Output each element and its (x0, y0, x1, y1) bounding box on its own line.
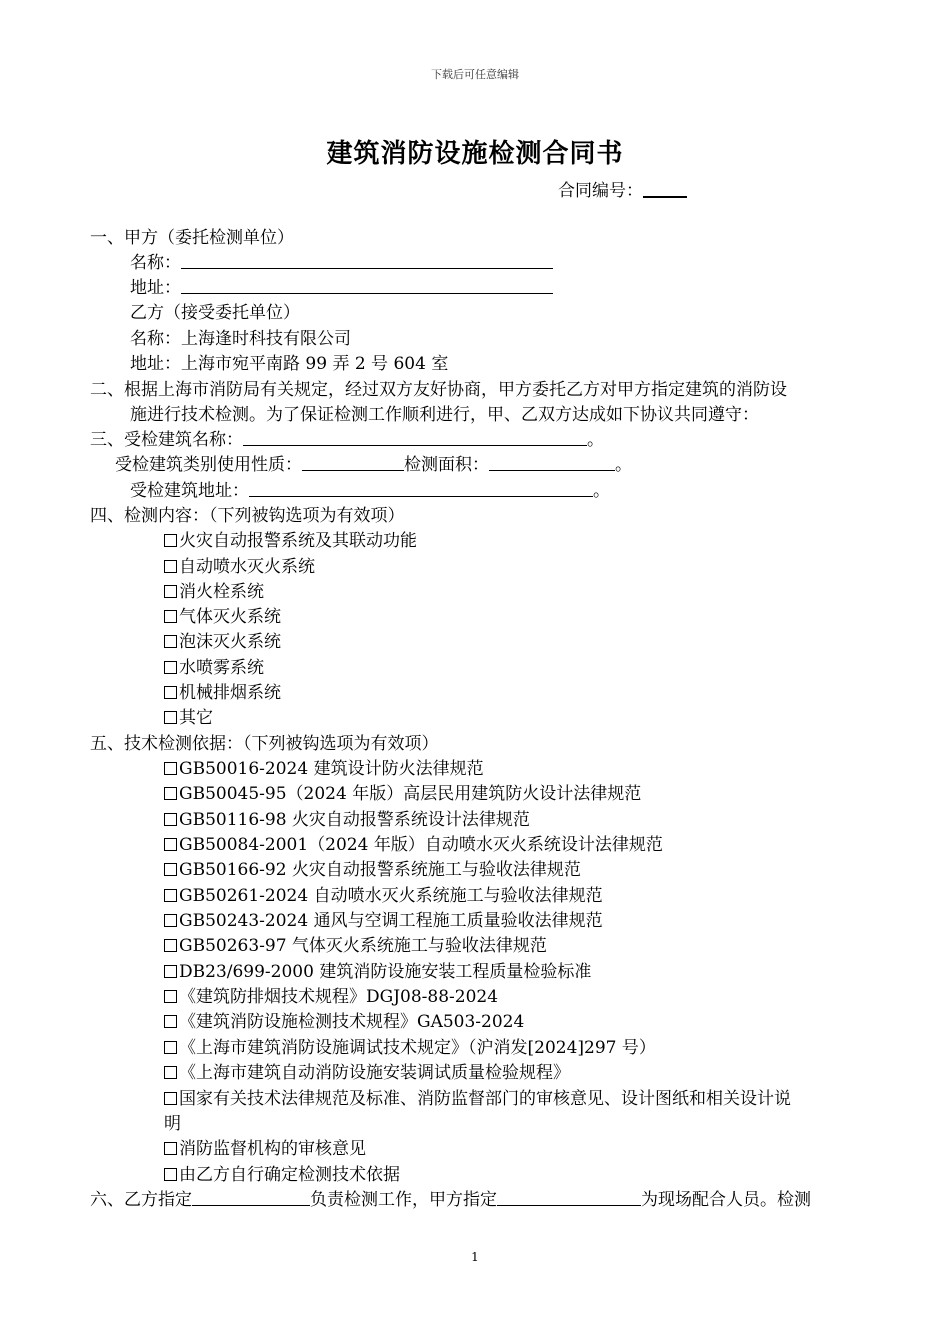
check-item[interactable] (164, 555, 315, 579)
check-item-label: 气体灭火系统 (179, 607, 281, 627)
contract-number-blank[interactable] (643, 180, 687, 198)
checkbox[interactable] (164, 1015, 177, 1028)
section6-part2: 负责检测工作，甲方指定 (310, 1190, 497, 1210)
check-item-continuation: 明 (164, 1114, 181, 1134)
party-a-name-row (130, 251, 553, 275)
party-a-addr-row (130, 276, 553, 300)
check-item-label: 消防监督机构的审核意见 (179, 1139, 366, 1159)
check-item[interactable] (164, 706, 213, 730)
checkbox[interactable] (164, 1092, 177, 1105)
checkbox[interactable] (164, 787, 177, 800)
building-addr-label: 受检建筑地址： (130, 481, 249, 501)
checkbox[interactable] (164, 889, 177, 902)
check-item[interactable] (164, 985, 498, 1009)
check-item-label: 《上海市建筑消防设施调试技术规定》（沪消发[2024]297 号） (179, 1038, 656, 1058)
check-item[interactable] (164, 580, 264, 604)
building-name-row (90, 428, 604, 452)
check-item-label: GB50263-97 气体灭火系统施工与验收法律规范 (179, 936, 547, 956)
check-item[interactable] (164, 960, 591, 984)
party-b-person-blank[interactable] (192, 1188, 310, 1206)
check-item[interactable] (164, 681, 281, 705)
checkbox[interactable] (164, 1066, 177, 1079)
checkbox[interactable] (164, 585, 177, 598)
check-item-label: GB50084-2001（2024 年版）自动喷水灭火系统设计法律规范 (179, 835, 663, 855)
check-item-label: GB50045-95（2024 年版）高层民用建筑防火设计法律规范 (179, 784, 642, 804)
checkbox[interactable] (164, 939, 177, 952)
checkbox[interactable] (164, 560, 177, 573)
check-item-label: GB50261-2024 自动喷水灭火系统施工与验收法律规范 (179, 886, 603, 906)
area-label: 检测面积： (404, 455, 489, 475)
section6-part1: 六、乙方指定 (90, 1190, 192, 1210)
section1-heading: 一、甲方（委托检测单位） (90, 228, 294, 248)
checkbox[interactable] (164, 711, 177, 724)
section6-line (90, 1188, 811, 1212)
check-item[interactable] (164, 529, 417, 553)
check-item-label: GB50016-2024 建筑设计防火法律规范 (179, 759, 484, 779)
checkbox[interactable] (164, 635, 177, 648)
header-note: 下载后可任意编辑 (431, 68, 519, 81)
checkbox[interactable] (164, 990, 177, 1003)
check-item-label: 水喷雾系统 (179, 658, 264, 678)
check-item[interactable] (164, 1010, 524, 1034)
area-blank[interactable] (489, 453, 615, 471)
check-item-label: 《上海市建筑自动消防设施安装调试质量检验规程》 (179, 1063, 570, 1083)
check-item-label: GB50243-2024 通风与空调工程施工质量验收法律规范 (179, 911, 603, 931)
party-b-name: 名称：上海逢时科技有限公司 (130, 329, 351, 349)
checkbox[interactable] (164, 661, 177, 674)
check-item-label: GB50116-98 火灾自动报警系统设计法律规范 (179, 810, 530, 830)
check-item-label: 由乙方自行确定检测技术依据 (179, 1165, 400, 1185)
check-item-label: 其它 (179, 708, 213, 728)
document-title: 建筑消防设施检测合同书 (326, 139, 624, 169)
contract-number-label: 合同编号： (558, 181, 643, 201)
check-item[interactable] (164, 884, 603, 908)
check-item-label: 《建筑防排烟技术规程》DGJ08-88-2024 (179, 987, 499, 1007)
checkbox[interactable] (164, 686, 177, 699)
check-item[interactable] (164, 630, 281, 654)
check-item[interactable] (164, 833, 663, 857)
checkbox[interactable] (164, 610, 177, 623)
party-b-address: 地址：上海市宛平南路 99 弄 2 号 604 室 (130, 354, 449, 374)
building-addr-blank[interactable] (249, 479, 593, 497)
check-item[interactable] (164, 605, 281, 629)
checkbox[interactable] (164, 1168, 177, 1181)
check-item[interactable] (164, 1087, 791, 1111)
check-item[interactable] (164, 1036, 656, 1060)
checkbox[interactable] (164, 863, 177, 876)
check-item-label: 自动喷水灭火系统 (179, 557, 315, 577)
check-item-label: 《建筑消防设施检测技术规程》GA503-2024 (179, 1012, 525, 1032)
checkbox[interactable] (164, 534, 177, 547)
check-item[interactable] (164, 934, 547, 958)
period: 。 (593, 481, 610, 501)
checkbox[interactable] (164, 1142, 177, 1155)
check-item-label: 泡沫灭火系统 (179, 632, 281, 652)
building-addr-row (130, 479, 610, 503)
page-number: 1 (471, 1250, 479, 1264)
checkbox[interactable] (164, 762, 177, 775)
section6-part3: 为现场配合人员。检测 (641, 1190, 811, 1210)
check-item[interactable] (164, 808, 530, 832)
check-item[interactable] (164, 1163, 400, 1187)
check-item[interactable] (164, 757, 484, 781)
period: 。 (615, 455, 632, 475)
section2-line2: 施进行技术检测。为了保证检测工作顺利进行，甲、乙双方达成如下协议共同遵守： (130, 405, 759, 425)
check-item-label: DB23/699-2000 建筑消防设施安装工程质量检验标准 (179, 962, 592, 982)
building-type-row (115, 453, 632, 477)
party-a-addr-blank[interactable] (181, 276, 553, 294)
check-item[interactable] (164, 1137, 366, 1161)
checkbox[interactable] (164, 838, 177, 851)
section5-heading: 五、技术检测依据：（下列被钩选项为有效项） (90, 734, 439, 754)
checkbox[interactable] (164, 965, 177, 978)
party-a-name-blank[interactable] (181, 251, 553, 269)
check-item-label: 火灾自动报警系统及其联动功能 (179, 531, 417, 551)
contract-number (558, 176, 687, 201)
building-type-label: 受检建筑类别使用性质： (115, 455, 302, 475)
check-item[interactable] (164, 1061, 570, 1085)
building-type-blank[interactable] (302, 453, 404, 471)
party-a-person-blank[interactable] (497, 1188, 641, 1206)
check-item[interactable] (164, 782, 641, 806)
party-a-addr-label: 地址： (130, 278, 181, 298)
checkbox[interactable] (164, 1041, 177, 1054)
period: 。 (587, 430, 604, 450)
section2-line1: 二、根据上海市消防局有关规定，经过双方友好协商，甲方委托乙方对甲方指定建筑的消防设 (90, 380, 787, 400)
building-name-label: 三、受检建筑名称： (90, 430, 243, 450)
check-item-label: 机械排烟系统 (179, 683, 281, 703)
building-name-blank[interactable] (243, 428, 587, 446)
check-item[interactable] (164, 656, 264, 680)
checkbox[interactable] (164, 914, 177, 927)
party-b-heading: 乙方（接受委托单位） (130, 303, 300, 323)
checkbox[interactable] (164, 813, 177, 826)
check-item-label: 国家有关技术法律规范及标准、消防监督部门的审核意见、设计图纸和相关设计说 (179, 1089, 791, 1109)
party-a-name-label: 名称： (130, 253, 181, 273)
check-item[interactable] (164, 909, 603, 933)
section4-heading: 四、检测内容：（下列被钩选项为有效项） (90, 506, 405, 526)
check-item-label: 消火栓系统 (179, 582, 264, 602)
check-item-label: GB50166-92 火灾自动报警系统施工与验收法律规范 (179, 860, 581, 880)
check-item[interactable] (164, 858, 581, 882)
